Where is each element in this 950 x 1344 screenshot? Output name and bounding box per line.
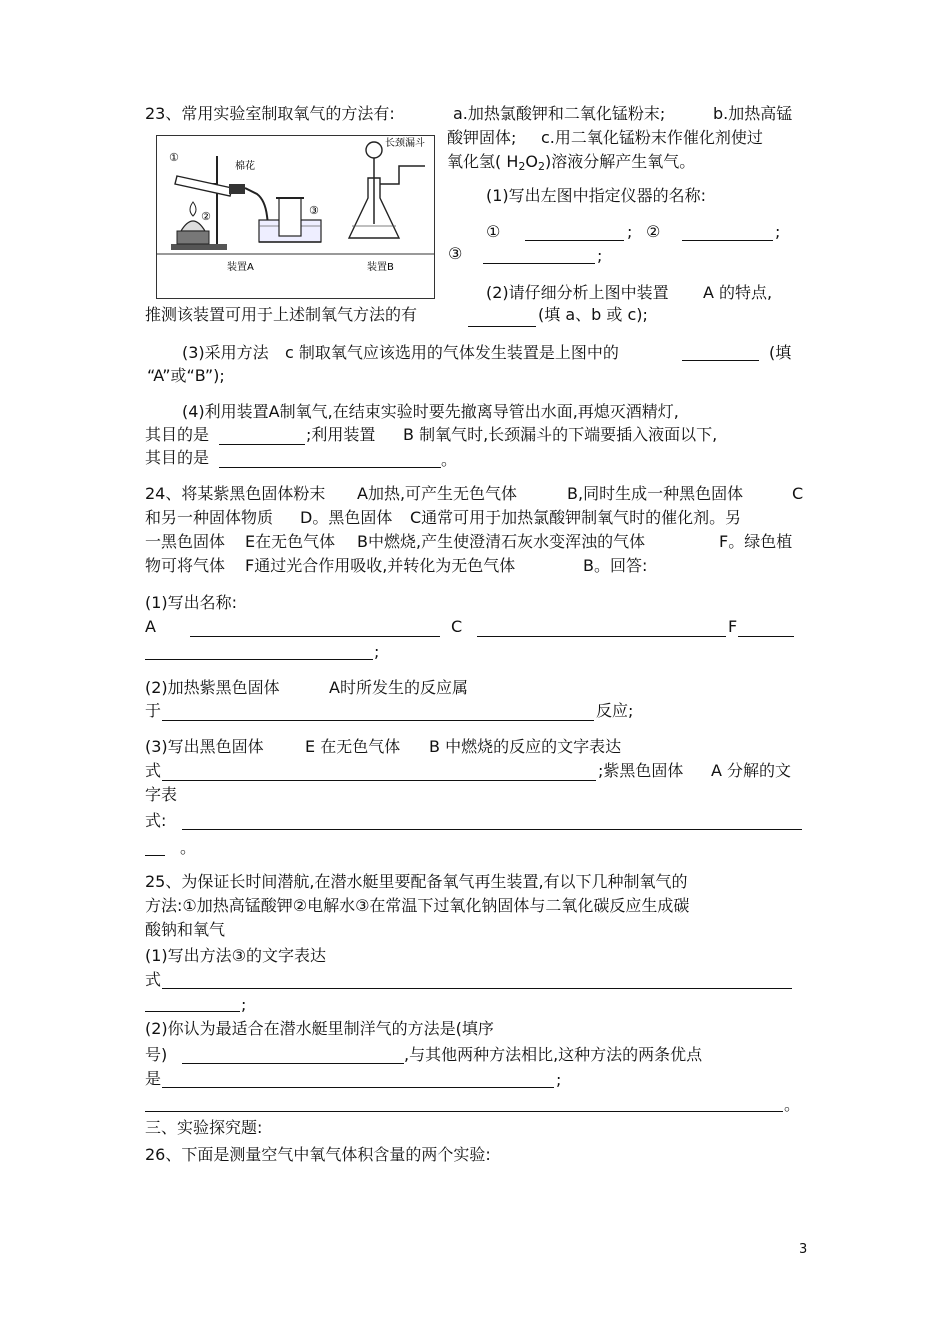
q25-s2: (2)你认为最适合在潜水艇里制洋气的方法是(填序: [145, 1019, 494, 1038]
q24-label-a: A: [145, 617, 156, 636]
q23-part4-purpose: 其目的是: [145, 425, 210, 444]
q24-s3e: ;紫黑色固体: [598, 761, 684, 780]
q24-l3d: F。绿色植: [719, 532, 793, 551]
q24-l3b: E在无色气体: [245, 532, 336, 551]
q23-part4-purpose2: 其目的是: [145, 448, 210, 467]
q25-l2: 方法:①加热高锰酸钾②电解水③在常温下过氧化钠固体与二氧化碳反应生成碳: [145, 896, 690, 915]
q24-l3c: B中燃烧,产生使澄清石灰水变浑浊的气体: [357, 532, 646, 551]
q24-semi-1: ;: [374, 642, 380, 661]
q25-l3: 酸钠和氧气: [145, 920, 226, 939]
q23-part3: (3)采用方法: [182, 343, 269, 362]
q25-l1: 25、为保证长时间潜航,在潜水艇里要配备氧气再生装置,有以下几种制氧气的: [145, 872, 688, 891]
q25-s1: (1)写出方法③的文字表达: [145, 946, 327, 965]
q24-l1b: A加热,可产生无色气体: [357, 484, 518, 503]
q24-s1: (1)写出名称:: [145, 593, 238, 612]
q23-blank-1[interactable]: [525, 240, 624, 241]
q23-semi-1: ;: [627, 222, 633, 241]
q23-method-c-cont: 氧化氢( $H_2O_2$)溶液分解产生氧气。: [447, 152, 696, 173]
q23-part3-options: “A”或“B”);: [147, 366, 225, 385]
q25-semi-2: ;: [556, 1070, 562, 1089]
q23-period: 。: [441, 450, 458, 469]
q23-part1: (1)写出左图中指定仪器的名称:: [486, 186, 707, 205]
q23-method-a: a.加热氯酸钾和二氧化锰粉末;: [453, 104, 666, 123]
q25-semi: ;: [241, 995, 247, 1014]
q23-part2-infer: 推测该装置可用于上述制氧气方法的有: [145, 305, 418, 324]
q24-l1c: B,同时生成一种黑色固体: [567, 484, 744, 503]
q23-part4-device: ;利用装置: [306, 425, 376, 444]
q24-l3: 一黑色固体: [145, 532, 226, 551]
q23-blank-part3[interactable]: [682, 360, 759, 361]
apparatus-diagram: [157, 136, 434, 298]
stand-base: [171, 244, 227, 250]
q24-label-f: F: [728, 617, 738, 636]
fig-label-cotton: 棉花: [235, 161, 255, 172]
q23-blank-part4a[interactable]: [219, 444, 305, 445]
q24-blank-s3b[interactable]: [182, 829, 802, 830]
q24-s3d: 式: [145, 761, 162, 780]
q23-part3-fill: (填: [769, 343, 792, 362]
q23-blank-part4b[interactable]: [219, 467, 441, 468]
q24-l4c: B。回答:: [583, 556, 648, 575]
section-3-title: 三、实验探究题:: [145, 1118, 263, 1137]
q23-method-c: c.用二氧化锰粉末作催化剂使过: [541, 128, 763, 147]
q23-circle-2: ②: [646, 222, 661, 241]
q24-l4b: F通过光合作用吸收,并转化为无色气体: [245, 556, 516, 575]
fig-label-2: ②: [201, 210, 211, 223]
q24-period: 。: [180, 838, 197, 857]
q24-s2: (2)加热紫黑色固体: [145, 678, 280, 697]
q23-part2-a: A 的特点,: [703, 283, 773, 302]
q23-blank-2[interactable]: [682, 240, 773, 241]
q25-blank-s1[interactable]: [162, 988, 792, 989]
q25-blank-s2a[interactable]: [182, 1063, 404, 1064]
q24-blank-a[interactable]: [190, 636, 440, 637]
q24-l2c: C通常可用于加热氯酸钾制氧气时的催化剂。另: [410, 508, 742, 527]
q24-blank-c[interactable]: [477, 636, 726, 637]
q25-blank-s1-cont[interactable]: [145, 1011, 240, 1012]
fig-label-1: ①: [169, 151, 179, 164]
q24-blank-f[interactable]: [738, 636, 794, 637]
q24-blank-s2[interactable]: [162, 720, 594, 721]
flame: [190, 202, 196, 216]
q24-l1d: C: [792, 484, 804, 503]
test-tube: [175, 176, 232, 196]
apparatus-figure: [156, 135, 435, 299]
q23-semi-3: ;: [597, 246, 603, 265]
q23-blank-3[interactable]: [483, 263, 595, 264]
q23-part4-funnel: B 制氧气时,长颈漏斗的下端要插入液面以下,: [403, 425, 718, 444]
fig-label-device-b: 装置B: [367, 262, 394, 273]
q24-s2d: 反应;: [596, 701, 634, 720]
q24-s3c: B 中燃烧的反应的文字表达: [429, 737, 622, 756]
q24-s3f: A 分解的文: [711, 761, 792, 780]
q24-s2c: 于: [145, 701, 162, 720]
q24-s3b: E 在无色气体: [305, 737, 401, 756]
stopper: [229, 184, 245, 194]
q23-part2: (2)请仔细分析上图中装置: [486, 283, 669, 302]
page-number: 3: [799, 1242, 808, 1257]
fig-label-funnel: 长颈漏斗: [385, 138, 425, 149]
q24-blank-f-cont[interactable]: [145, 659, 373, 660]
q26-l1: 26、下面是测量空气中氧气体积含量的两个实验:: [145, 1145, 491, 1164]
q23-stem: 23、常用实验室制取氧气的方法有:: [145, 104, 395, 123]
q24-blank-s3b-cont[interactable]: [145, 855, 165, 856]
q24-s3: (3)写出黑色固体: [145, 737, 264, 756]
q23-blank-part2[interactable]: [468, 326, 536, 327]
q24-label-c: C: [451, 617, 463, 636]
fig-label-device-a: 装置A: [227, 262, 254, 273]
q24-l1: 24、将某紫黑色固体粉末: [145, 484, 326, 503]
q25-s2b: 号): [145, 1045, 168, 1064]
q25-blank-s2c[interactable]: [145, 1111, 783, 1112]
q23-method-b-cont: 酸钾固体;: [447, 128, 517, 147]
q25-s2d: 是: [145, 1069, 162, 1088]
q23-semi-2: ;: [775, 222, 781, 241]
q24-l4: 物可将气体: [145, 556, 226, 575]
q25-s1b: 式: [145, 970, 162, 989]
q25-blank-s2b[interactable]: [162, 1087, 554, 1088]
q24-l2: 和另一种固体物质: [145, 508, 274, 527]
q23-part3-text: c 制取氧气应该选用的气体发生装置是上图中的: [285, 343, 619, 362]
q23-part4: (4)利用装置A制氧气,在结束实验时要先撤离导管出水面,再熄灭酒精灯,: [182, 402, 679, 421]
gas-bottle: [279, 198, 301, 236]
q25-s2c: ,与其他两种方法相比,这种方法的两条优点: [404, 1045, 703, 1064]
q25-period: 。: [784, 1095, 801, 1114]
q24-s2b: A时所发生的反应属: [329, 678, 468, 697]
q24-s3h: 式:: [145, 811, 167, 830]
q23-circle-3: ③: [448, 244, 463, 263]
fig-label-3: ③: [309, 204, 319, 217]
q24-l2b: D。黑色固体: [300, 508, 393, 527]
q23-method-b: b.加热高锰: [713, 104, 793, 123]
q24-s3g: 字表: [145, 785, 178, 804]
q24-blank-s3a[interactable]: [162, 780, 596, 781]
q23-part2-hint: (填 a、b 或 c);: [538, 305, 648, 324]
q23-circle-1: ①: [486, 222, 501, 241]
